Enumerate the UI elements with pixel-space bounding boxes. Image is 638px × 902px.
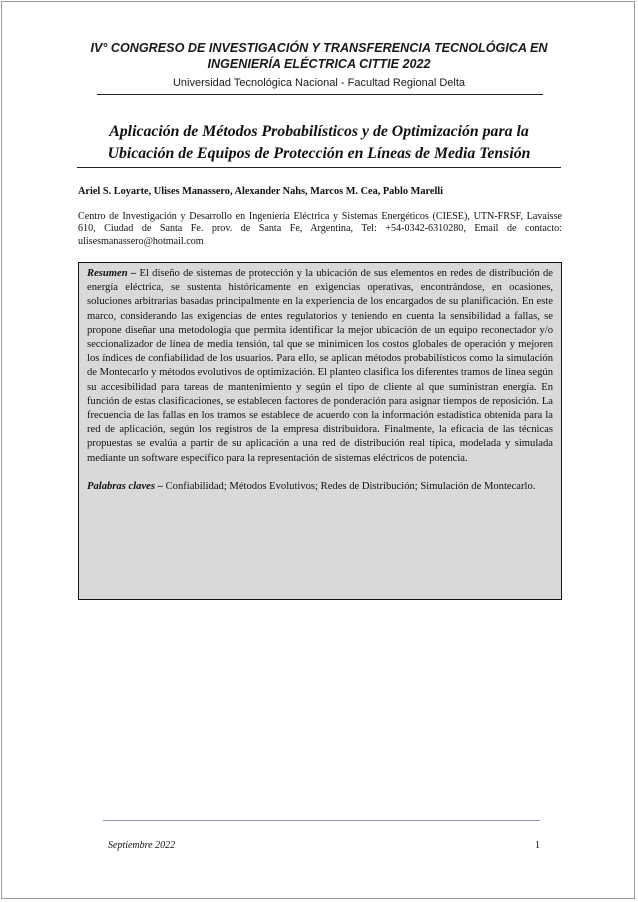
keywords-label: Palabras claves –: [87, 480, 163, 492]
keywords-paragraph: [87, 480, 553, 494]
affiliation: Centro de Investigación y Desarrollo en Ingeniería Eléctrica y Sistemas Energéticos (CIESE), UTN-FRSF, Lavaisse 610, Ciudad de Santa Fe. prov. de Santa Fe, Argentina, Tel: +54-0342-6310280, Email de contacto: ulisesmanassero@hotmail.com: [78, 211, 562, 247]
abstract-label: Resumen –: [87, 268, 137, 279]
conference-title-line1: IV° CONGRESO DE INVESTIGACIÓN Y TRANSFERENCIA TECNOLÓGICA EN: [90, 41, 548, 55]
abstract-box: [78, 262, 562, 600]
institution-line: Universidad Tecnológica Nacional - Facultad Regional Delta: [172, 77, 466, 89]
conference-title-line2: INGENIERÍA ELÉCTRICA CITTIE 2022: [207, 57, 431, 71]
authors: Ariel S. Loyarte, Ulises Manassero, Alexander Nahs, Marcos M. Cea, Pablo Marelli: [78, 186, 444, 197]
conference-title: [60, 40, 578, 72]
page-number: 1: [535, 840, 540, 851]
paper-title-line2: Ubicación de Equipos de Protección en Líneas de Media Tensión: [107, 145, 531, 162]
paper-title-line1: Aplicación de Métodos Probabilísticos y de Optimización para la: [109, 123, 529, 140]
header-rule: [97, 94, 543, 95]
keywords-text: Confiabilidad; Métodos Evolutivos; Redes de Distribución; Simulación de Montecarlo.: [165, 480, 536, 492]
paper-title: [70, 121, 568, 165]
footer-rule: [103, 820, 540, 821]
abstract-paragraph: [87, 267, 553, 466]
footer-date: Septiembre 2022: [108, 840, 176, 851]
abstract-text: El diseño de sistemas de protección y la ubicación de sus elementos en redes de distribución de energía eléctrica, se sustenta históricamente en exigencias operativas, encontrándose, en ocasiones, soluciones arbitrarias basadas principalmente en la experiencia de los encargados de su planificación. En este marco, considerando las exigencias de entes regulatorios y teniendo en cuenta la sensibilidad a fallas, se propone diseñar una metodología que permita identificar la mejor ubicación de un equipo reconectador y/o seccionalizador de línea de media tensión, tal que se minimicen los costos globales de operación y mejoren los índices de confiabilidad de los usuarios. Para ello, se aplican métodos probabilísticos como la simulación de Montecarlo y métodos evolutivos de optimización. El planteo clasifica los diferentes tramos de línea según su accesibilidad para tareas de mantenimiento y según el tipo de cliente al que suministran energía. En función de estas clasificaciones, se establecen factores de ponderación para asignar tiempos de reposición. La frecuencia de las fallas en los tramos se establece de acuerdo con la información estadística obtenida para la red de aplicación, según los registros de la empresa distribuidora. Finalmente, la eficacia de las técnicas propuestas se evalúa a partir de su aplicación a una red de distribución real típica, modelada y simulada mediante un software específico para la representación de sistemas eléctricos de potencia.: [87, 268, 554, 464]
title-rule: [77, 167, 561, 168]
